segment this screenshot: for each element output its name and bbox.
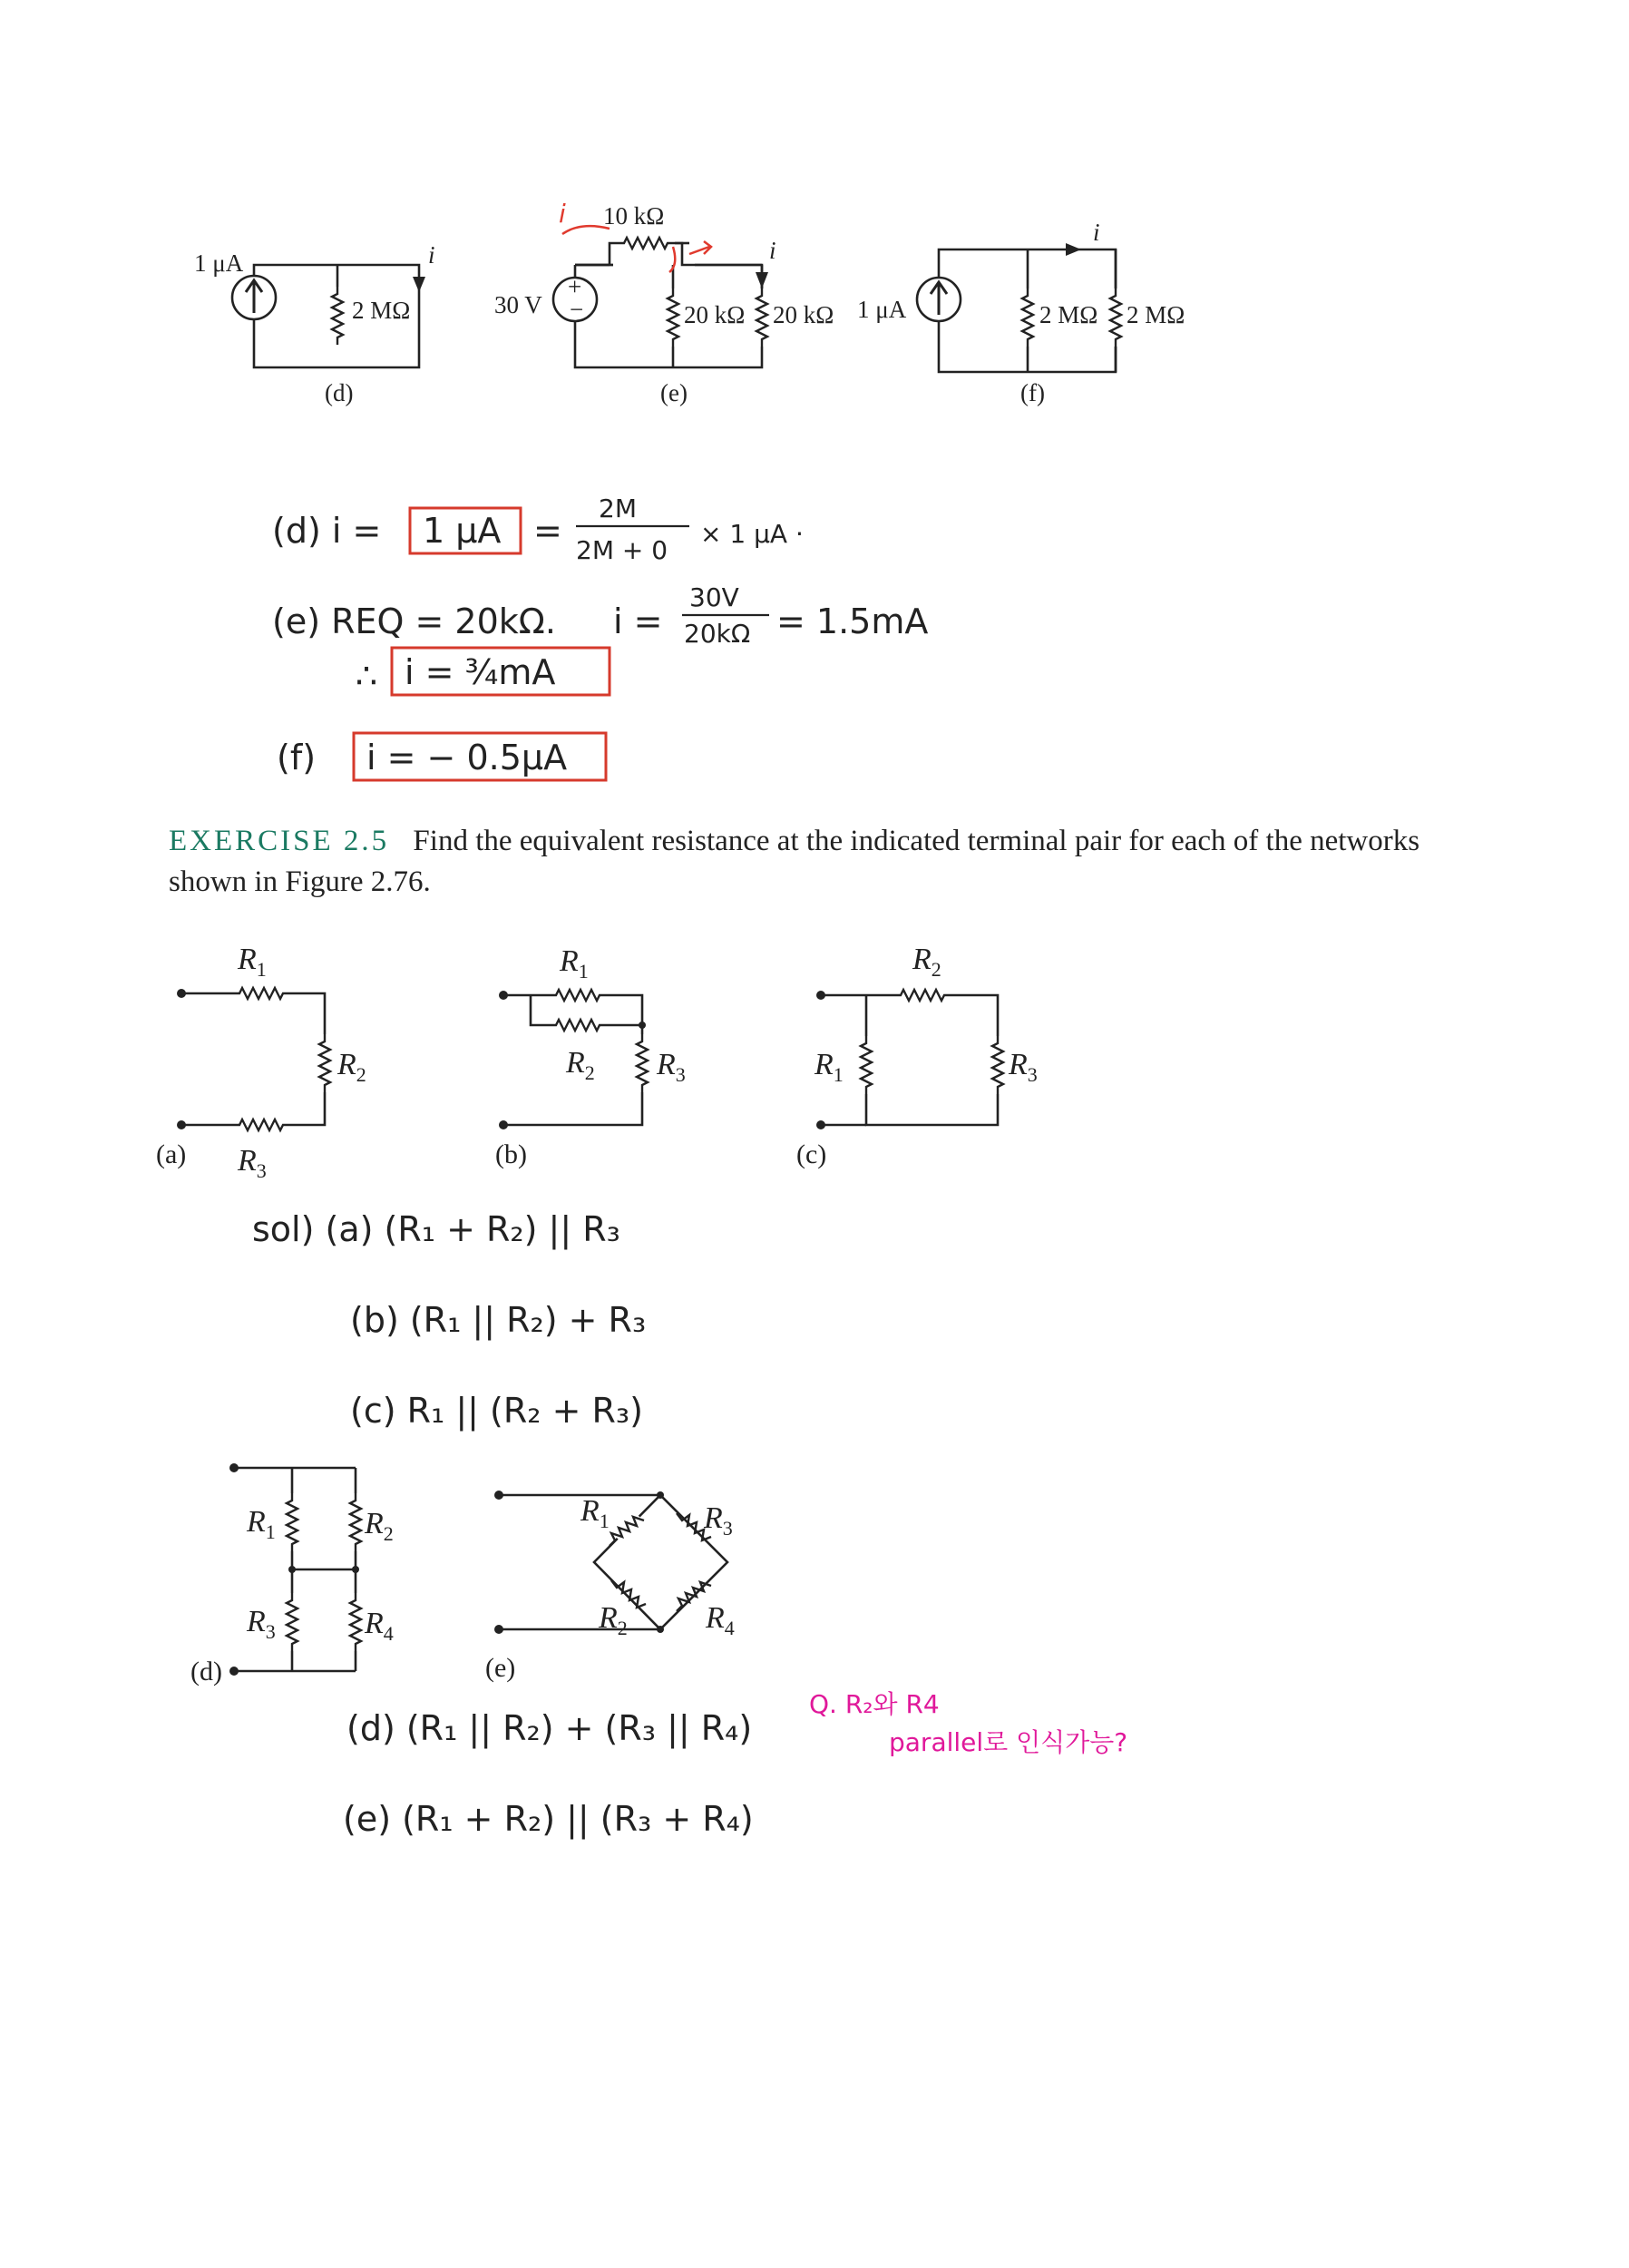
svg-text:R4: $R_4$	[365, 1607, 394, 1645]
source-label: 1 μA	[857, 296, 907, 323]
svg-text:R1: $R_1$	[814, 1048, 844, 1086]
figure-top-e	[494, 199, 834, 406]
svg-text:R3: $R_3$	[1009, 1048, 1038, 1086]
solution-a: sol) (a) (R₁ + R₂) || R₃	[252, 1209, 620, 1249]
plus-sign: +	[568, 273, 582, 300]
solution-d: (d) (R₁ || R₂) + (R₃ || R₄)	[346, 1708, 753, 1748]
figure-mid-b	[495, 944, 686, 1169]
current-arrow-icon	[756, 272, 768, 288]
source-label: 1 μA	[194, 249, 244, 277]
svg-text:R2: $R_2$	[599, 1601, 628, 1639]
resistor-1-label: 2 MΩ	[1039, 301, 1098, 328]
caption: (c)	[796, 1139, 827, 1169]
exercise-text: Find the equivalent resistance at the indicated terminal pair for each of the networks shown in Figure 2.76.	[169, 825, 1420, 898]
figure-top-f	[857, 219, 1185, 406]
svg-text:=: =	[533, 511, 562, 551]
notes-f-line	[277, 733, 606, 780]
resistor-1-label: 20 kΩ	[684, 301, 746, 328]
handwritten-i-label: i	[559, 199, 566, 229]
solution-c: (c) R₁ || (R₂ + R₃)	[350, 1391, 643, 1431]
question-line-1: Q. R₂와 R4	[809, 1689, 940, 1719]
svg-text:R3: $R_3$	[657, 1048, 686, 1086]
svg-text:R3: $R_3$	[238, 1144, 267, 1182]
svg-text:R1: $R_1$	[560, 944, 589, 982]
svg-text:∴: ∴	[356, 656, 378, 696]
svg-text:= 1.5mA: = 1.5mA	[776, 601, 929, 641]
svg-text:R4: $R_4$	[706, 1601, 735, 1639]
svg-text:R2: $R_2$	[365, 1507, 394, 1545]
notes-e-line	[272, 582, 928, 696]
solution-b: (b) (R₁ || R₂) + R₃	[350, 1300, 647, 1340]
svg-text:i = − 0.5μA: i = − 0.5μA	[366, 738, 568, 777]
source-label: 30 V	[494, 291, 542, 318]
minus-sign: −	[570, 296, 584, 323]
current-label: i	[1093, 219, 1100, 246]
figure-top-d	[194, 241, 435, 406]
svg-text:20kΩ: 20kΩ	[684, 619, 751, 649]
exercise-heading: EXERCISE 2.5	[169, 825, 390, 857]
svg-text:30V: 30V	[689, 582, 739, 612]
figure-bot-d	[190, 1463, 394, 1686]
svg-text:R1: $R_1$	[580, 1494, 610, 1532]
caption: (e)	[485, 1653, 516, 1683]
red-arrow-icon	[562, 226, 610, 234]
svg-text:R2: $R_2$	[337, 1048, 366, 1086]
series-resistor-label: 10 kΩ	[603, 202, 665, 230]
current-arrow-icon	[413, 277, 425, 292]
svg-text:i = ¾mA: i = ¾mA	[405, 652, 556, 692]
svg-text:1 μA: 1 μA	[423, 511, 502, 551]
svg-text:i =: i =	[613, 601, 663, 641]
svg-text:2M: 2M	[599, 494, 637, 523]
solution-e: (e) (R₁ + R₂) || (R₃ + R₄)	[343, 1799, 754, 1839]
figure-mid-a	[156, 943, 366, 1182]
resistor-2-label: 20 kΩ	[773, 301, 834, 328]
current-label: i	[428, 241, 435, 269]
svg-text:R2: $R_2$	[566, 1046, 595, 1084]
notes-d-line	[272, 494, 804, 565]
svg-text:R3: $R_3$	[704, 1501, 733, 1540]
caption: (f)	[1020, 379, 1045, 406]
caption: (a)	[156, 1139, 187, 1169]
svg-text:R3: $R_3$	[247, 1605, 276, 1643]
caption: (e)	[660, 379, 688, 406]
svg-text:(e) REQ = 20kΩ.: (e) REQ = 20kΩ.	[272, 601, 556, 641]
caption: (b)	[495, 1139, 527, 1169]
exercise-paragraph	[169, 821, 1439, 903]
current-arrow-icon	[1066, 243, 1081, 256]
svg-text:2M + 0: 2M + 0	[576, 535, 668, 565]
svg-text:R2: $R_2$	[912, 943, 941, 981]
current-label: i	[769, 237, 776, 264]
resistor-2-label: 2 MΩ	[1127, 301, 1185, 328]
svg-text:× 1 μA ·: × 1 μA ·	[700, 519, 804, 549]
figure-bot-e	[485, 1491, 735, 1683]
svg-text:(f): (f)	[277, 738, 317, 777]
question-line-2: parallel로 인식가능?	[889, 1727, 1128, 1757]
figure-mid-c	[796, 943, 1038, 1169]
svg-text:R1: $R_1$	[247, 1505, 276, 1543]
resistor-label: 2 MΩ	[352, 297, 411, 324]
caption: (d)	[190, 1657, 222, 1686]
caption: (d)	[325, 379, 354, 406]
svg-text:(d) i =: (d) i =	[272, 511, 382, 551]
svg-text:R1: $R_1$	[238, 943, 267, 981]
